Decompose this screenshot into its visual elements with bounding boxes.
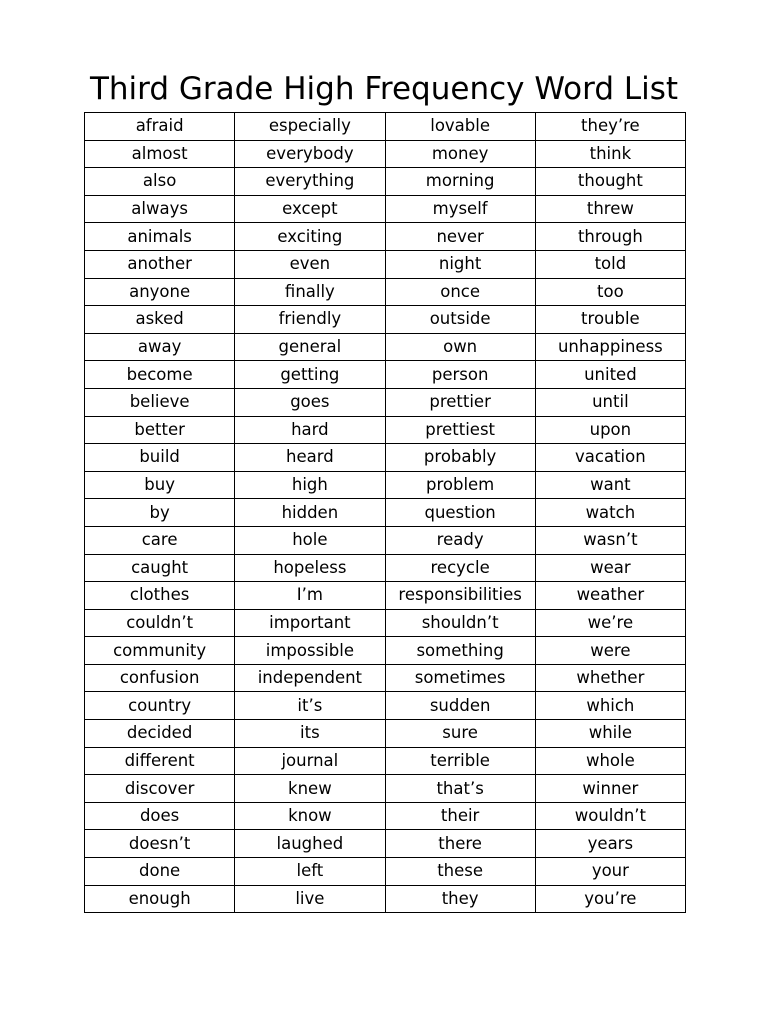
- word-cell: unhappiness: [535, 333, 685, 361]
- word-cell: getting: [235, 361, 385, 389]
- word-cell: general: [235, 333, 385, 361]
- table-row: [85, 416, 686, 444]
- word-cell: laughed: [235, 830, 385, 858]
- word-cell: thought: [535, 168, 685, 196]
- word-cell: sometimes: [385, 664, 535, 692]
- word-cell: question: [385, 499, 535, 527]
- word-cell: hidden: [235, 499, 385, 527]
- word-cell: believe: [85, 388, 235, 416]
- word-cell: weather: [535, 582, 685, 610]
- word-cell: person: [385, 361, 535, 389]
- word-cell: asked: [85, 306, 235, 334]
- table-row: [85, 582, 686, 610]
- word-cell: problem: [385, 471, 535, 499]
- word-cell: lovable: [385, 113, 535, 141]
- word-cell: confusion: [85, 664, 235, 692]
- table-row: [85, 747, 686, 775]
- word-cell: something: [385, 637, 535, 665]
- word-cell: your: [535, 858, 685, 886]
- word-cell: discover: [85, 775, 235, 803]
- word-cell: threw: [535, 195, 685, 223]
- word-cell: finally: [235, 278, 385, 306]
- table-row: [85, 499, 686, 527]
- table-row: [85, 278, 686, 306]
- word-cell: does: [85, 802, 235, 830]
- word-cell: goes: [235, 388, 385, 416]
- table-row: [85, 692, 686, 720]
- table-row: [85, 250, 686, 278]
- word-cell: better: [85, 416, 235, 444]
- table-row: [85, 526, 686, 554]
- table-row: [85, 720, 686, 748]
- word-cell: through: [535, 223, 685, 251]
- word-cell: country: [85, 692, 235, 720]
- word-cell: recycle: [385, 554, 535, 582]
- word-cell: prettiest: [385, 416, 535, 444]
- word-cell: wasn’t: [535, 526, 685, 554]
- word-cell: couldn’t: [85, 609, 235, 637]
- word-cell: community: [85, 637, 235, 665]
- word-cell: left: [235, 858, 385, 886]
- word-cell: trouble: [535, 306, 685, 334]
- word-cell: morning: [385, 168, 535, 196]
- word-cell: caught: [85, 554, 235, 582]
- table-row: [85, 306, 686, 334]
- word-cell: doesn’t: [85, 830, 235, 858]
- word-cell: afraid: [85, 113, 235, 141]
- table-row: [85, 223, 686, 251]
- word-cell: clothes: [85, 582, 235, 610]
- word-cell: wear: [535, 554, 685, 582]
- table-row: [85, 775, 686, 803]
- word-cell: except: [235, 195, 385, 223]
- word-cell: shouldn’t: [385, 609, 535, 637]
- word-cell: hole: [235, 526, 385, 554]
- word-cell: sure: [385, 720, 535, 748]
- table-row: [85, 388, 686, 416]
- word-cell: also: [85, 168, 235, 196]
- word-cell: impossible: [235, 637, 385, 665]
- word-cell: it’s: [235, 692, 385, 720]
- word-cell: whole: [535, 747, 685, 775]
- word-cell: prettier: [385, 388, 535, 416]
- word-cell: journal: [235, 747, 385, 775]
- word-table: [84, 112, 686, 913]
- word-cell: own: [385, 333, 535, 361]
- word-cell: myself: [385, 195, 535, 223]
- word-cell: think: [535, 140, 685, 168]
- word-cell: want: [535, 471, 685, 499]
- word-cell: while: [535, 720, 685, 748]
- word-cell: build: [85, 444, 235, 472]
- table-row: [85, 637, 686, 665]
- word-cell: different: [85, 747, 235, 775]
- word-cell: upon: [535, 416, 685, 444]
- word-cell: independent: [235, 664, 385, 692]
- word-cell: told: [535, 250, 685, 278]
- word-cell: united: [535, 361, 685, 389]
- word-cell: almost: [85, 140, 235, 168]
- word-cell: care: [85, 526, 235, 554]
- word-cell: night: [385, 250, 535, 278]
- word-cell: outside: [385, 306, 535, 334]
- table-row: [85, 333, 686, 361]
- word-cell: by: [85, 499, 235, 527]
- word-cell: decided: [85, 720, 235, 748]
- word-cell: everybody: [235, 140, 385, 168]
- word-cell: animals: [85, 223, 235, 251]
- word-cell: its: [235, 720, 385, 748]
- table-row: [85, 885, 686, 913]
- table-row: [85, 140, 686, 168]
- word-cell: I’m: [235, 582, 385, 610]
- word-cell: become: [85, 361, 235, 389]
- word-cell: another: [85, 250, 235, 278]
- word-cell: until: [535, 388, 685, 416]
- word-cell: friendly: [235, 306, 385, 334]
- word-cell: especially: [235, 113, 385, 141]
- word-cell: live: [235, 885, 385, 913]
- word-cell: ready: [385, 526, 535, 554]
- word-cell: know: [235, 802, 385, 830]
- word-cell: buy: [85, 471, 235, 499]
- word-cell: too: [535, 278, 685, 306]
- word-cell: always: [85, 195, 235, 223]
- word-cell: responsibilities: [385, 582, 535, 610]
- page-title: Third Grade High Frequency Word List: [89, 71, 679, 107]
- word-cell: their: [385, 802, 535, 830]
- word-cell: anyone: [85, 278, 235, 306]
- word-cell: we’re: [535, 609, 685, 637]
- table-row: [85, 554, 686, 582]
- table-row: [85, 168, 686, 196]
- word-cell: were: [535, 637, 685, 665]
- table-row: [85, 664, 686, 692]
- word-cell: money: [385, 140, 535, 168]
- word-cell: years: [535, 830, 685, 858]
- word-cell: they’re: [535, 113, 685, 141]
- word-cell: everything: [235, 168, 385, 196]
- word-cell: away: [85, 333, 235, 361]
- table-row: [85, 361, 686, 389]
- word-cell: high: [235, 471, 385, 499]
- word-cell: they: [385, 885, 535, 913]
- word-cell: hard: [235, 416, 385, 444]
- word-cell: done: [85, 858, 235, 886]
- table-row: [85, 858, 686, 886]
- word-cell: important: [235, 609, 385, 637]
- word-cell: that’s: [385, 775, 535, 803]
- word-cell: which: [535, 692, 685, 720]
- table-row: [85, 113, 686, 141]
- word-cell: wouldn’t: [535, 802, 685, 830]
- table-row: [85, 802, 686, 830]
- word-cell: whether: [535, 664, 685, 692]
- table-row: [85, 471, 686, 499]
- word-cell: even: [235, 250, 385, 278]
- word-cell: exciting: [235, 223, 385, 251]
- word-cell: heard: [235, 444, 385, 472]
- table-row: [85, 830, 686, 858]
- word-cell: sudden: [385, 692, 535, 720]
- word-cell: watch: [535, 499, 685, 527]
- word-cell: never: [385, 223, 535, 251]
- word-cell: enough: [85, 885, 235, 913]
- word-table-body: [85, 113, 686, 913]
- word-cell: once: [385, 278, 535, 306]
- word-cell: hopeless: [235, 554, 385, 582]
- table-row: [85, 444, 686, 472]
- word-cell: knew: [235, 775, 385, 803]
- word-cell: winner: [535, 775, 685, 803]
- word-cell: terrible: [385, 747, 535, 775]
- word-cell: these: [385, 858, 535, 886]
- word-cell: vacation: [535, 444, 685, 472]
- word-cell: probably: [385, 444, 535, 472]
- word-cell: you’re: [535, 885, 685, 913]
- word-cell: there: [385, 830, 535, 858]
- table-row: [85, 609, 686, 637]
- table-row: [85, 195, 686, 223]
